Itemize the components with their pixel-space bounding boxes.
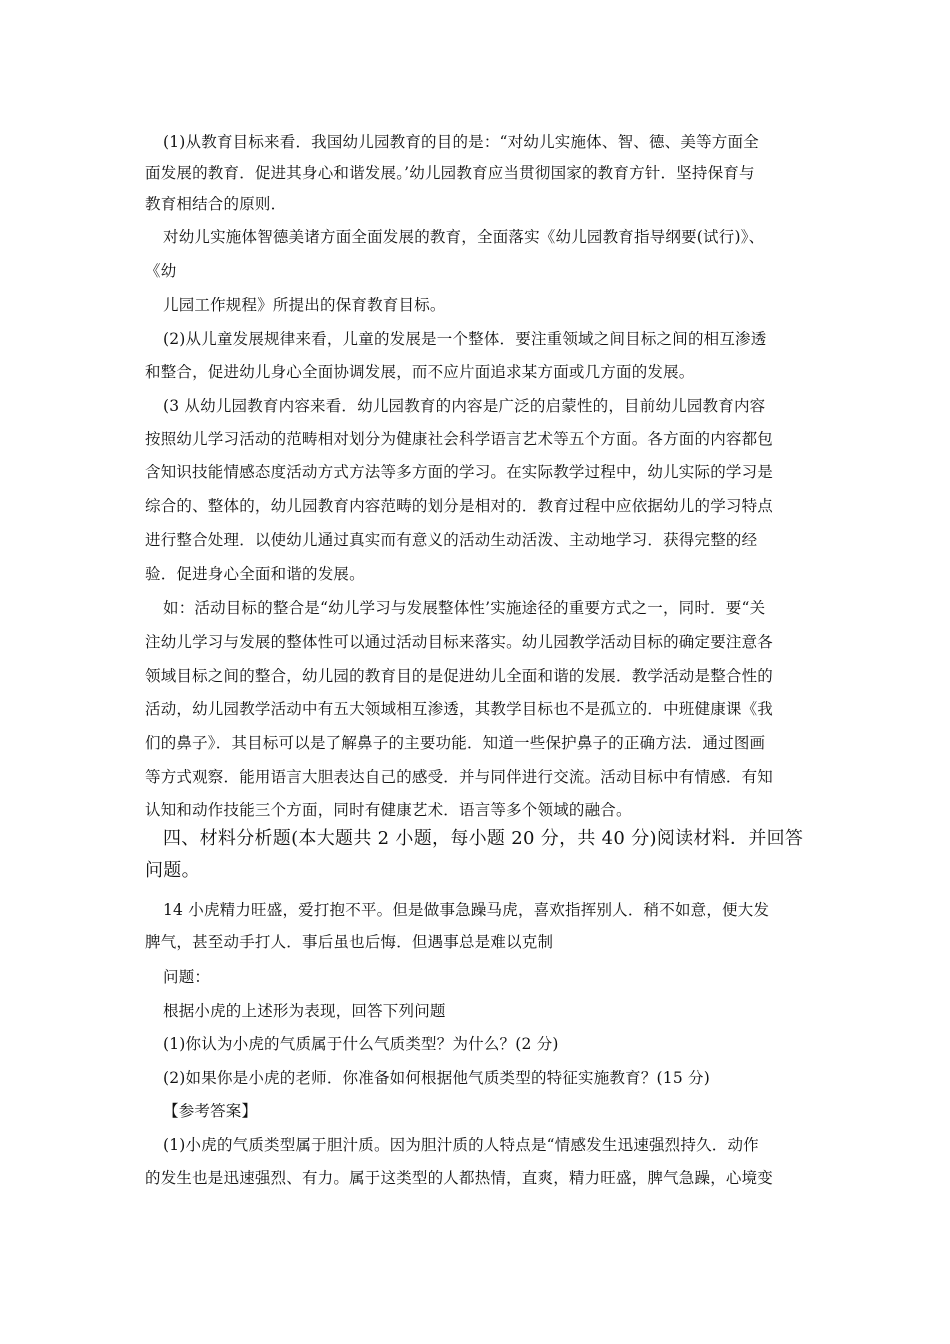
text-line: 认知和动作技能三个方面，同时有健康艺术．语言等多个领域的融合。: [145, 801, 632, 819]
text-line: 面发展的教育．促进其身心和谐发展。’幼儿园教育应当贯彻国家的教育方针．坚持保育与: [145, 164, 755, 182]
text-line: (2)从儿童发展规律来看，儿童的发展是一个整体．要注重领域之间目标之间的相互渗透: [163, 330, 767, 348]
text-line: 验．促进身心全面和谐的发展。: [145, 565, 365, 583]
text-line: 《幼: [145, 262, 177, 280]
question-item: (1)你认为小虎的气质属于什么气质类型？为什么？(2 分): [163, 1035, 559, 1053]
text-line: 们的鼻子》．其目标可以是了解鼻子的主要功能．知道一些保护鼻子的正确方法．通过图画: [145, 734, 766, 752]
question-item: (2)如果你是小虎的老师．你准备如何根据他气质类型的特征实施教育？(15 分): [163, 1069, 711, 1087]
section-heading: 四、材料分析题(本大题共 2 小题，每小题 20 分，共 40 分)阅读材料．并回答: [163, 828, 804, 849]
text-line: 儿园工作规程》所提出的保育教育目标。: [163, 296, 446, 314]
answer-text: (1)小虎的气质类型属于胆汁质。因为胆汁质的人特点是“情感发生迅速强烈持久．动作: [163, 1136, 759, 1154]
text-line: 进行整合处理．以使幼儿通过真实而有意义的活动生动活泼、主动地学习．获得完整的经: [145, 531, 758, 549]
section-heading-continued: 问题。: [145, 860, 200, 881]
text-line: 活动，幼儿园教学活动中有五大领域相互渗透，其教学目标也不是孤立的．中班健康课《我: [145, 700, 774, 718]
text-line: 综合的、整体的，幼儿园教育内容范畴的划分是相对的．教育过程中应依据幼儿的学习特点: [145, 497, 774, 515]
text-line: (1)从教育目标来看．我国幼儿园教育的目的是：“对幼儿实施体、智、德、美等方面全: [163, 133, 759, 151]
text-line: 教育相结合的原则．: [145, 195, 287, 213]
text-line: 领域目标之间的整合，幼儿园的教育目的是促进幼儿全面和谐的发展．教学活动是整合性的: [145, 667, 774, 685]
answer-text: 的发生也是迅速强烈、有力。属于这类型的人都热情，直爽，精力旺盛，脾气急躁，心境变: [145, 1169, 774, 1187]
text-line: 对幼儿实施体智德美诸方面全面发展的教育，全面落实《幼儿园教育指导纲要(试行)》、: [163, 228, 765, 246]
question-text: 脾气，甚至动手打人．事后虽也后悔．但遇事总是难以克制: [145, 933, 554, 951]
text-line: 含知识技能情感态度活动方式方法等多方面的学习。在实际教学过程中，幼儿实际的学习是: [145, 463, 774, 481]
text-line: 等方式观察．能用语言大胆表达自己的感受．并与同伴进行交流。活动目标中有情感．有知: [145, 768, 774, 786]
question-text: 14 小虎精力旺盛，爱打抱不平。但是做事急躁马虎，喜欢指挥别人．稍不如意，便大发: [163, 901, 770, 919]
question-text: 根据小虎的上述形为表现，回答下列问题: [163, 1002, 446, 1020]
question-label: 问题：: [163, 968, 211, 986]
text-line: 如：活动目标的整合是“幼儿学习与发展整体性’实施途径的重要方式之一，同时．要“关: [163, 599, 766, 617]
text-line: 和整合，促进幼儿身心全面协调发展，而不应片面追求某方面或几方面的发展。: [145, 363, 695, 381]
text-line: 注幼儿学习与发展的整体性可以通过活动目标来落实。幼儿园教学活动目标的确定要注意各: [145, 633, 774, 651]
answer-label: 【参考答案】: [163, 1102, 258, 1120]
text-line: 按照幼儿学习活动的范畴相对划分为健康社会科学语言艺术等五个方面。各方面的内容都包: [145, 430, 774, 448]
text-line: (3 从幼儿园教育内容来看．幼儿园教育的内容是广泛的启蒙性的，目前幼儿园教育内容: [163, 397, 766, 415]
